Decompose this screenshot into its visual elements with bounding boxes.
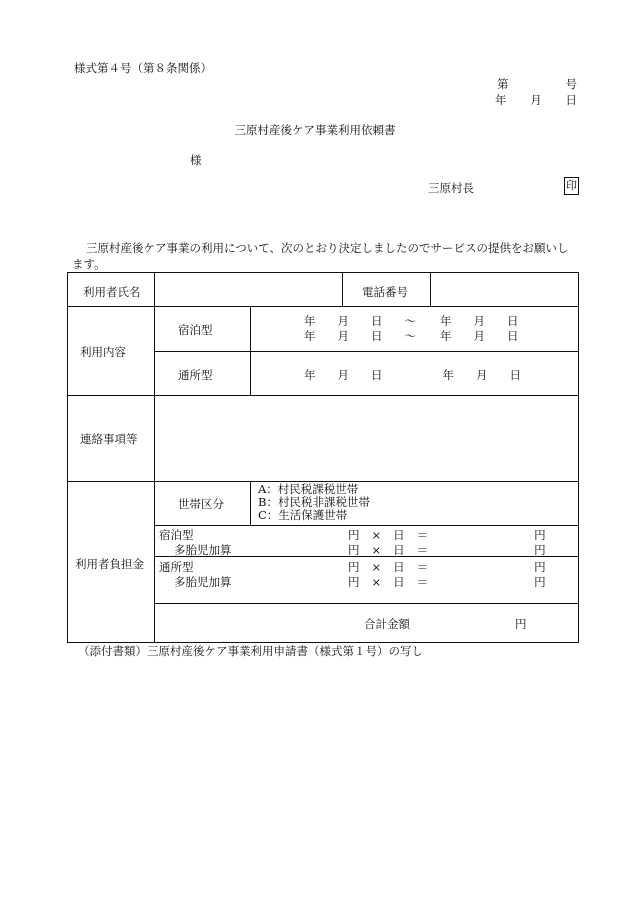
stay-date-row-1: 年 月 日 〜 年 月 日 — [304, 314, 519, 328]
body-text: 三原村産後ケア事業の利用について、次のとおり決定しましたのでサービスの提供をお願いします。 — [72, 241, 569, 271]
doc-year: 年 — [495, 93, 507, 107]
addressee: 様 — [190, 153, 202, 167]
phone-label: 電話番号 — [362, 285, 408, 299]
total-yen: 円 — [515, 617, 527, 631]
stay-multi-label: 多胎児加算 — [174, 543, 232, 557]
doc-month: 月 — [530, 93, 542, 107]
attachment-note: （添付書類）三原村産後ケア事業利用申請書（様式第１号）の写し — [78, 644, 423, 658]
household-options — [258, 483, 370, 522]
seal-stamp: 印 — [564, 177, 579, 195]
household-b: B：村民税非課税世帯 — [258, 495, 370, 509]
household-label: 世帯区分 — [178, 497, 224, 511]
contact-label: 連絡事項等 — [80, 432, 138, 446]
day-multi-label: 多胎児加算 — [174, 575, 232, 589]
stay-date-row-2: 年 月 日 〜 年 月 日 — [304, 329, 519, 343]
stay-type-label: 宿泊型 — [178, 323, 213, 337]
household-c: C：生活保護世帯 — [258, 508, 348, 522]
day-fee-label: 通所型 — [159, 560, 194, 574]
doc-no-prefix: 第 — [497, 77, 509, 91]
doc-no-suffix: 号 — [565, 77, 577, 91]
stay-fee-calc: 円 × 日 ＝ 円 — [348, 528, 546, 542]
day-date-row: 年 月 日 年 月 日 — [304, 368, 521, 382]
burden-label: 利用者負担金 — [75, 557, 144, 571]
day-multi-calc: 円 × 日 ＝ 円 — [348, 575, 546, 589]
usage-label: 利用内容 — [80, 345, 126, 359]
stay-fee-label: 宿泊型 — [159, 528, 194, 542]
usage-table — [67, 272, 579, 643]
day-fee-calc: 円 × 日 ＝ 円 — [348, 560, 546, 574]
document-title: 三原村産後ケア事業利用依頼書 — [234, 123, 396, 137]
form-number: 様式第４号（第８条関係） — [74, 61, 212, 75]
document-number-block — [495, 76, 577, 108]
doc-day: 日 — [565, 93, 577, 107]
user-name-label: 利用者氏名 — [83, 285, 141, 299]
day-type-label: 通所型 — [178, 368, 213, 382]
stay-multi-calc: 円 × 日 ＝ 円 — [348, 543, 546, 557]
total-label: 合計金額 — [364, 617, 410, 631]
sender: 三原村長 — [428, 181, 474, 195]
household-a: A：村民税課税世帯 — [258, 482, 359, 496]
